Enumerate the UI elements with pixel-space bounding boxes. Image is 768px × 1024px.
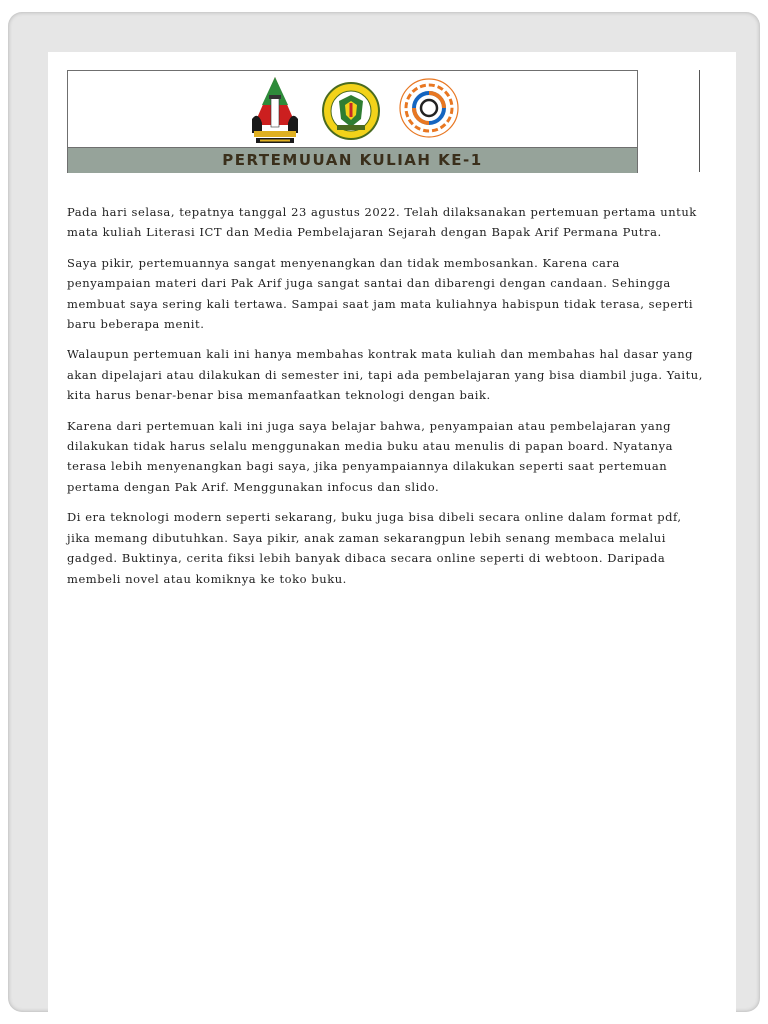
logo-row [68,71,637,147]
paragraph-2: Saya pikir, pertemuannya sangat menyenangkan dan tidak membosankan. Karena cara penyampaian materi dari Pak Arif juga sangat santai dan dibarengi dengan candaan. Sehingga membuat saya sering kali tertawa. Sampai saat jam mata kuliahnya habispun tidak terasa, seperti baru beberapa menit. [67,255,694,332]
university-seal-icon [321,81,381,141]
faculty-circular-logo-icon [398,77,460,139]
document-header [67,70,638,173]
title-bar [68,147,637,173]
document-title: PERTEMUUAN KULIAH KE-1 [222,151,483,169]
kuningan-regency-emblem-icon [248,75,302,147]
margin-rule [699,70,700,172]
paragraph-5: Di era teknologi modern seperti sekarang, buku juga bisa dibeli secara online dalam format pdf, jika memang dibutuhkan. Saya pikir, anak zaman sekarangpun lebih senang membaca melalui gadged. Buktinya, cerita fiksi lebih banyak dibaca secara online seperti di webtoon. Daripada membeli novel atau komiknya ke toko buku. [67,510,682,586]
document-body [67,202,707,599]
paragraph-3: Walaupun pertemuan kali ini hanya membahas kontrak mata kuliah dan membahas hal dasar yang akan dipelajari atau dilakukan di semester ini, tapi ada pembelajaran yang bisa diambil juga. Yaitu, kita harus benar-benar bisa memanfaatkan teknologi dengan baik. [67,347,703,403]
paragraph-4: Karena dari pertemuan kali ini juga saya belajar bahwa, penyampaian atau pembelajaran yang dilakukan tidak harus selalu menggunakan media buku atau menulis di papan board. Nyatanya terasa lebih menyenangkan bagi saya, jika penyampaiannya dilakukan seperti saat pertemuan pertama dengan Pak Arif. Menggunakan infocus dan slido. [67,418,674,494]
paragraph-1: Pada hari selasa, tepatnya tanggal 23 agustus 2022. Telah dilaksanakan pertemuan pertama untuk mata kuliah Literasi ICT dan Media Pembelajaran Sejarah dengan Bapak Arif Permana Putra. [67,205,697,240]
